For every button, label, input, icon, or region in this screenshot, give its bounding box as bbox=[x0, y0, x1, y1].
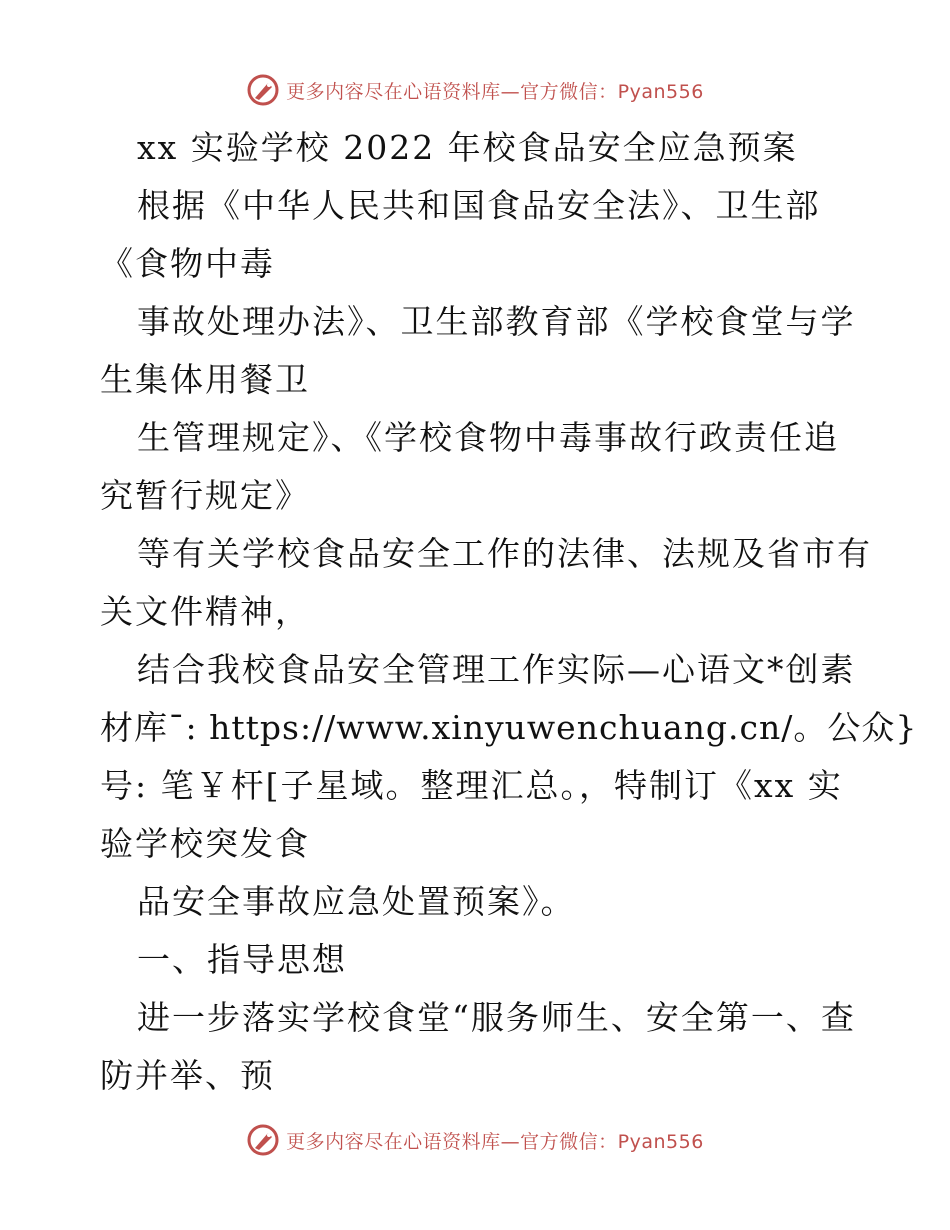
doc-line: 事故处理办法》、卫生部教育部《学校食堂与学 bbox=[137, 302, 856, 341]
header-banner-text: 更多内容尽在心语资料库—官方微信：Pyan556 bbox=[286, 80, 704, 103]
header-banner bbox=[0, 70, 950, 110]
footer-banner-text: 更多内容尽在心语资料库—官方微信：Pyan556 bbox=[286, 1130, 704, 1153]
footer-banner bbox=[0, 1120, 950, 1160]
doc-line: 品安全事故应急处置预案》。 bbox=[137, 882, 576, 921]
doc-line: 等有关学校食品安全工作的法律、法规及省市有 bbox=[137, 534, 872, 573]
section-heading: 一、指导思想 bbox=[137, 940, 347, 979]
doc-line: 《食物中毒 bbox=[100, 244, 275, 283]
doc-line: 关文件精神， bbox=[100, 592, 310, 631]
doc-title: xx 实验学校 2022 年校食品安全应急预案 bbox=[137, 128, 798, 167]
doc-line: 究暂行规定》 bbox=[100, 476, 310, 515]
doc-line-url: 材库¯: https://www.xinyuwenchuang.cn/。公众} bbox=[100, 708, 918, 747]
doc-line: 生集体用餐卫 bbox=[100, 360, 310, 399]
doc-line: 根据《中华人民共和国食品安全法》、卫生部 bbox=[137, 186, 821, 225]
doc-line: 生管理规定》、《学校食物中毒事故行政责任追 bbox=[137, 418, 839, 457]
doc-line: 号: 笔￥杆[子星域。整理汇总。，特制订《xx 实 bbox=[100, 766, 843, 805]
doc-line: 验学校突发食 bbox=[100, 824, 310, 863]
doc-line: 防并举、预 bbox=[100, 1056, 275, 1095]
doc-line: 进一步落实学校食堂“服务师生、安全第一、查 bbox=[137, 998, 856, 1037]
header-banner-content bbox=[246, 73, 704, 107]
pen-nib-logo-icon bbox=[246, 1123, 280, 1157]
footer-banner-content bbox=[246, 1123, 704, 1157]
pen-nib-logo-icon bbox=[246, 73, 280, 107]
doc-line: 结合我校食品安全管理工作实际—心语文*创素 bbox=[137, 650, 856, 689]
